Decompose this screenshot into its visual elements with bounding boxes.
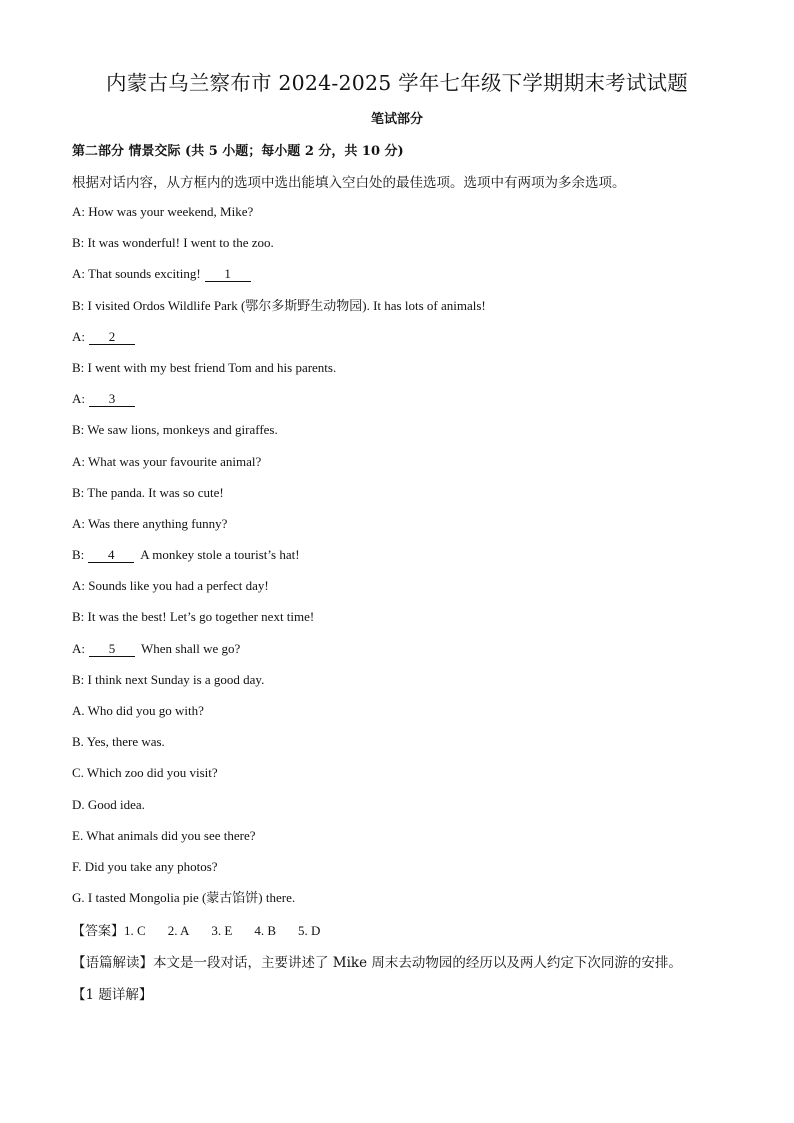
dialogue-line [72, 575, 732, 606]
dialogue-line [72, 513, 732, 544]
line-text: B: I went with my best friend Tom and his parents. [72, 359, 337, 375]
line-text: B: We saw lions, monkeys and giraffes. [72, 422, 278, 438]
section-heading: 第二部分 情景交际 (共 5 小题；每小题 2 分，共 10 分) [72, 144, 404, 159]
line-text: A: What was your favourite animal? [72, 453, 262, 469]
answer-item: 2. A [167, 923, 190, 938]
reading-analysis: 【语篇解读】本文是一段对话，主要讲述了 Mike 周末去动物园的经历以及两人约定下次同游的安排。 [72, 955, 682, 971]
line-text-after-blank: A monkey stole a tourist’s hat! [140, 547, 300, 563]
line-text: B: [72, 547, 85, 563]
line-text: B: The panda. It was so cute! [72, 484, 224, 500]
dialogue-line [72, 419, 732, 450]
line-text: G. I tasted Mongolia pie (蒙古馅饼) there. [72, 890, 296, 906]
dialogue-line [72, 856, 732, 887]
dialogue-line [72, 700, 732, 731]
dialogue-line [72, 638, 732, 669]
line-text: D. Good idea. [72, 796, 145, 812]
answer-blank: 1 [205, 266, 251, 282]
instruction-text: 根据对话内容，从方框内的选项中选出能填入空白处的最佳选项。选项中有两项为多余选项。 [72, 175, 626, 191]
answer-blank: 3 [89, 391, 135, 407]
line-text: A: How was your weekend, Mike? [72, 204, 254, 219]
line-text: A: Was there anything funny? [72, 515, 228, 531]
line-text: A. Who did you go with? [72, 703, 204, 718]
dialogue-line [72, 357, 732, 388]
line-text: A: Sounds like you had a perfect day! [72, 578, 269, 594]
answer-blank: 4 [88, 547, 134, 563]
line-text: A: [72, 640, 85, 656]
line-text: C. Which zoo did you visit? [72, 765, 218, 781]
dialogue-line [72, 201, 732, 232]
answer-item: 5. D [297, 923, 321, 938]
dialogue-block [72, 201, 732, 918]
line-text: F. Did you take any photos? [72, 858, 218, 874]
answer-blank: 2 [89, 329, 135, 345]
dialogue-line [72, 544, 732, 575]
answer-item: 1. C [124, 923, 146, 938]
dialogue-line [72, 388, 732, 419]
answer-line [72, 920, 342, 939]
dialogue-line [72, 887, 732, 918]
answer-label: 【答案】 [72, 924, 125, 939]
dialogue-line [72, 263, 732, 294]
line-text: B: It was wonderful! I went to the zoo. [72, 235, 274, 251]
line-text: A: [72, 328, 85, 344]
dialogue-line [72, 326, 732, 357]
dialogue-line [72, 606, 732, 637]
answer-item: 4. B [254, 923, 276, 938]
dialogue-line [72, 232, 732, 263]
line-text-after-blank: When shall we go? [141, 640, 241, 656]
line-text: E. What animals did you see there? [72, 827, 256, 843]
dialogue-line [72, 669, 732, 700]
detail-heading: 【1 题详解】 [72, 987, 153, 1003]
line-text: A: [72, 391, 85, 407]
dialogue-line [72, 451, 732, 482]
line-text: B: I visited Ordos Wildlife Park (鄂尔多斯野生动物园). It has lots of animals! [72, 297, 486, 313]
dialogue-line [72, 731, 732, 762]
answer-item: 3. E [211, 923, 233, 938]
page-subtitle: 笔试部分 [370, 112, 423, 127]
dialogue-line [72, 295, 732, 326]
dialogue-line [72, 482, 732, 513]
answer-blank: 5 [89, 641, 135, 657]
page-title: 内蒙古乌兰察布市 2024-2025 学年七年级下学期期末考试试题 [106, 71, 688, 95]
line-text: B: I think next Sunday is a good day. [72, 671, 265, 687]
dialogue-line [72, 825, 732, 856]
dialogue-line [72, 762, 732, 793]
dialogue-line [72, 794, 732, 825]
line-text: B. Yes, there was. [72, 734, 165, 750]
line-text: B: It was the best! Let’s go together next time! [72, 609, 315, 625]
line-text: A: That sounds exciting! [72, 266, 201, 282]
